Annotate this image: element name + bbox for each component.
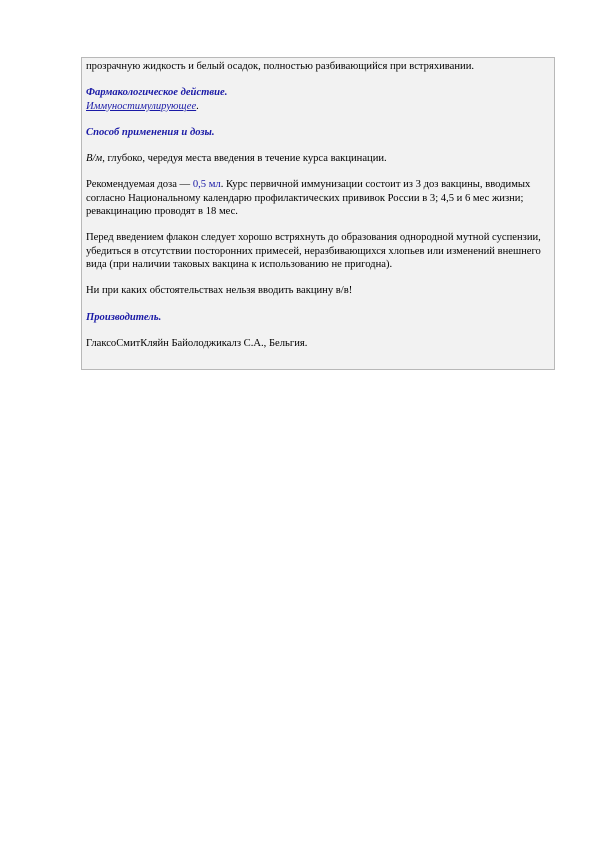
- usage-heading: Способ применения и дозы.: [86, 126, 215, 138]
- intro-text: прозрачную жидкость и белый осадок, полностью разбивающийся при встряхивании.: [86, 61, 475, 72]
- drug-info-panel: [81, 57, 555, 370]
- dose-paragraph: [86, 178, 550, 218]
- pharm-action-line: [86, 100, 550, 113]
- pharm-action-heading: Фармакологическое действие.: [86, 87, 228, 99]
- manufacturer-text: ГлаксоСмитКляйн Байолоджикалз С.А., Бельгия.: [86, 337, 308, 349]
- usage-route-paragraph: [86, 152, 550, 165]
- pharm-action-link[interactable]: Иммуностимулирующее: [86, 100, 197, 112]
- dose-text: . Курс первичной иммунизации состоит из 3 доз вакцины, вводимых согласно Национальному календарю профилактических прививок России в 3; 4,5 и 6 мес жизни; ревакцинацию проводят в 18 мес.: [86, 179, 531, 218]
- route-text: , глубоко, чередуя места введения в течение курса вакцинации.: [102, 153, 387, 165]
- iv-warning: Ни при каких обстоятельствах нельзя вводить вакцину в/в!: [86, 285, 353, 297]
- route-abbrev: В/м: [86, 153, 103, 165]
- manufacturer-heading: Производитель.: [86, 311, 162, 323]
- pharm-action-suffix: .: [196, 100, 199, 112]
- shake-paragraph: Перед введением флакон следует хорошо встряхнуть до образования однородной мутной суспензии, убедиться в отсутствии посторонних примесей, неразбивающихся хлопьев или изменений внешнего вида (при наличии таковых вакцина к использованию не пригодна).: [86, 232, 541, 270]
- dose-value: 0,5 мл: [192, 179, 221, 191]
- dose-prefix: Рекомендуемая доза —: [86, 179, 193, 191]
